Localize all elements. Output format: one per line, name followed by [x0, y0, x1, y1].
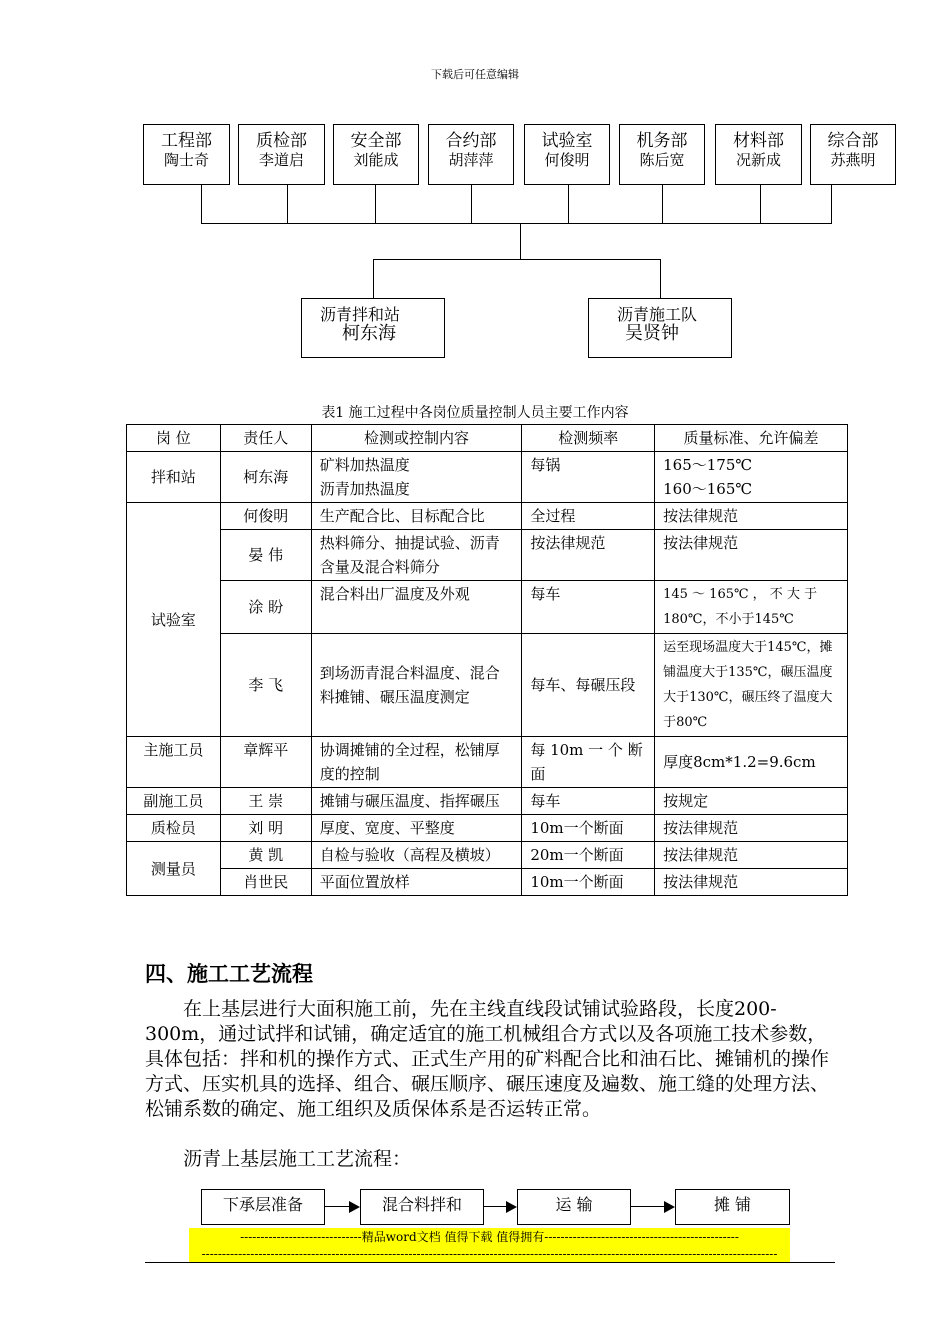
table-row	[127, 869, 848, 896]
column-header: 岗 位	[127, 425, 221, 452]
connector-line	[660, 259, 661, 299]
column-header: 责任人	[220, 425, 311, 452]
dept-box	[143, 124, 230, 185]
arrow-head-icon	[664, 1201, 675, 1213]
dept-box	[524, 124, 610, 185]
column-header: 检测频率	[522, 425, 655, 452]
connector-line	[287, 185, 288, 224]
dept-name: 安全部	[350, 131, 402, 151]
header-note: 下载后可任意编辑	[431, 68, 519, 81]
person-cell: 柯东海	[220, 452, 311, 503]
column-header: 质量标准、允许偏差	[655, 425, 848, 452]
table-row	[127, 503, 848, 530]
person-cell: 涂 盼	[220, 581, 311, 634]
arrow-head-icon	[506, 1201, 517, 1213]
content-cell: 混合料出厂温度及外观	[311, 581, 522, 634]
connector-line	[373, 259, 374, 299]
dept-box	[428, 124, 514, 185]
freq-cell: 按法律规范	[522, 530, 655, 581]
column-header: 检测或控制内容	[311, 425, 522, 452]
std-line: 165～175℃	[663, 456, 753, 474]
dept-box	[238, 124, 325, 185]
dept-box	[715, 124, 802, 185]
content-cell: 厚度、宽度、平整度	[311, 815, 522, 842]
team-box	[588, 298, 732, 358]
dept-person: 陶士奇	[163, 151, 209, 169]
connector-line	[831, 185, 832, 224]
std-cell	[655, 452, 848, 503]
connector-line	[201, 223, 832, 224]
dept-person: 何俊明	[544, 151, 590, 169]
person-cell: 王 崇	[220, 788, 311, 815]
std-cell: 运至现场温度大于145℃，摊铺温度大于135℃，碾压温度大于130℃，碾压终了温度大于80℃	[655, 634, 848, 737]
connector-line	[520, 223, 521, 260]
table-row	[127, 842, 848, 869]
flow-step: 运 输	[517, 1189, 631, 1225]
content-cell: 热料筛分、抽提试验、沥青含量及混合料筛分	[311, 530, 522, 581]
content-line: 沥青加热温度	[319, 480, 410, 498]
std-cell: 145 ～ 165℃ ， 不 大 于180℃，不小于145℃	[655, 581, 848, 634]
freq-cell: 每车、每碾压段	[522, 634, 655, 737]
freq-cell: 每车	[522, 788, 655, 815]
person-cell: 李 飞	[220, 634, 311, 737]
post-cell: 试验室	[127, 503, 221, 737]
connector-line	[662, 185, 663, 224]
dept-box	[333, 124, 419, 185]
std-cell: 按法律规范	[655, 530, 848, 581]
freq-cell: 10m一个断面	[522, 815, 655, 842]
footer-rule	[145, 1262, 835, 1263]
section-title: 四、施工工艺流程	[145, 962, 313, 986]
content-cell: 协调摊铺的全过程，松铺厚度的控制	[311, 737, 522, 788]
connector-line	[471, 185, 472, 224]
dept-person: 苏燕明	[830, 151, 876, 169]
table-row	[127, 737, 848, 788]
content-cell	[311, 452, 522, 503]
table-row	[127, 452, 848, 503]
flow-arrow	[631, 1206, 664, 1207]
footer-banner: ----------------------------------------------------------------------------------------------------------------------------------------------	[189, 1245, 790, 1263]
content-cell: 平面位置放样	[311, 869, 522, 896]
dept-name: 工程部	[161, 131, 212, 151]
dept-person: 胡萍萍	[448, 151, 494, 169]
std-line: 160～165℃	[663, 480, 753, 498]
connector-line	[568, 185, 569, 224]
person-cell: 黄 凯	[220, 842, 311, 869]
table-row	[127, 581, 848, 634]
dept-name: 综合部	[827, 131, 879, 151]
table-row	[127, 788, 848, 815]
freq-cell: 每车	[522, 581, 655, 634]
footer-banner: ------------------------------精品word文档 值得下载 值得拥有------------------------------------------------	[189, 1228, 790, 1246]
connector-line	[760, 185, 761, 224]
dept-name: 试验室	[541, 131, 593, 151]
flow-step: 下承层准备	[201, 1189, 325, 1225]
team-person: 柯东海	[342, 323, 396, 344]
flow-intro: 沥青上基层施工工艺流程：	[183, 1148, 412, 1170]
std-cell: 按法律规范	[655, 842, 848, 869]
team-name: 沥青拌和站	[320, 305, 401, 324]
team-name: 沥青施工队	[617, 305, 698, 324]
post-cell: 副施工员	[127, 788, 221, 815]
content-line: 矿料加热温度	[319, 456, 410, 474]
freq-cell: 每 10m 一 个 断面	[522, 737, 655, 788]
std-cell: 厚度8cm*1.2=9.6cm	[655, 737, 848, 788]
quality-control-table	[126, 424, 848, 896]
std-cell: 按法律规范	[655, 503, 848, 530]
dept-person: 刘能成	[353, 151, 399, 169]
dept-box	[619, 124, 705, 185]
connector-line	[373, 259, 661, 260]
post-cell: 拌和站	[127, 452, 221, 503]
dept-box	[810, 124, 896, 185]
freq-cell: 每锅	[522, 452, 655, 503]
dept-person: 陈后宽	[639, 151, 685, 169]
dept-name: 材料部	[733, 131, 784, 151]
table-caption: 表1 施工过程中各岗位质量控制人员主要工作内容	[321, 405, 629, 421]
dept-name: 机务部	[636, 131, 688, 151]
table-row	[127, 815, 848, 842]
flow-step: 混合料拌和	[360, 1189, 484, 1225]
table-header-row	[127, 425, 848, 452]
content-cell: 摊铺与碾压温度、指挥碾压	[311, 788, 522, 815]
post-cell: 质检员	[127, 815, 221, 842]
post-cell: 测量员	[127, 842, 221, 896]
person-cell: 章辉平	[220, 737, 311, 788]
team-box	[301, 298, 445, 358]
dept-name: 合约部	[445, 131, 497, 151]
connector-line	[375, 185, 376, 224]
freq-cell: 20m一个断面	[522, 842, 655, 869]
flow-arrow	[484, 1206, 506, 1207]
table-row	[127, 530, 848, 581]
flow-step: 摊 铺	[675, 1189, 790, 1225]
table-row	[127, 634, 848, 737]
arrow-head-icon	[349, 1201, 360, 1213]
content-cell: 自检与验收（高程及横坡）	[311, 842, 522, 869]
freq-cell: 全过程	[522, 503, 655, 530]
connector-line	[201, 185, 202, 224]
dept-name: 质检部	[256, 131, 307, 151]
std-cell: 按规定	[655, 788, 848, 815]
post-cell: 主施工员	[127, 737, 221, 788]
body-paragraph: 在上基层进行大面积施工前，先在主线直线段试铺试验路段，长度200-300m，通过试拌和试铺，确定适宜的施工机械组合方式以及各项施工技术参数，具体包括：拌和机的操作方式、正式生产用的矿料配合比和油石比、摊铺机的操作方式、压实机具的选择、组合、碾压顺序、碾压速度及遍数、施工缝的处理方法、松铺系数的确定、施工组织及质保体系是否运转正常。	[145, 998, 830, 1120]
content-cell: 到场沥青混合料温度、混合料摊铺、碾压温度测定	[311, 634, 522, 737]
std-cell: 按法律规范	[655, 815, 848, 842]
freq-cell: 10m一个断面	[522, 869, 655, 896]
person-cell: 何俊明	[220, 503, 311, 530]
std-cell: 按法律规范	[655, 869, 848, 896]
flow-arrow	[325, 1206, 349, 1207]
dept-person: 况新成	[735, 151, 781, 169]
content-cell: 生产配合比、目标配合比	[311, 503, 522, 530]
person-cell: 肖世民	[220, 869, 311, 896]
team-person: 吴贤钟	[625, 323, 679, 344]
dept-person: 李道启	[258, 151, 304, 169]
person-cell: 刘 明	[220, 815, 311, 842]
person-cell: 晏 伟	[220, 530, 311, 581]
